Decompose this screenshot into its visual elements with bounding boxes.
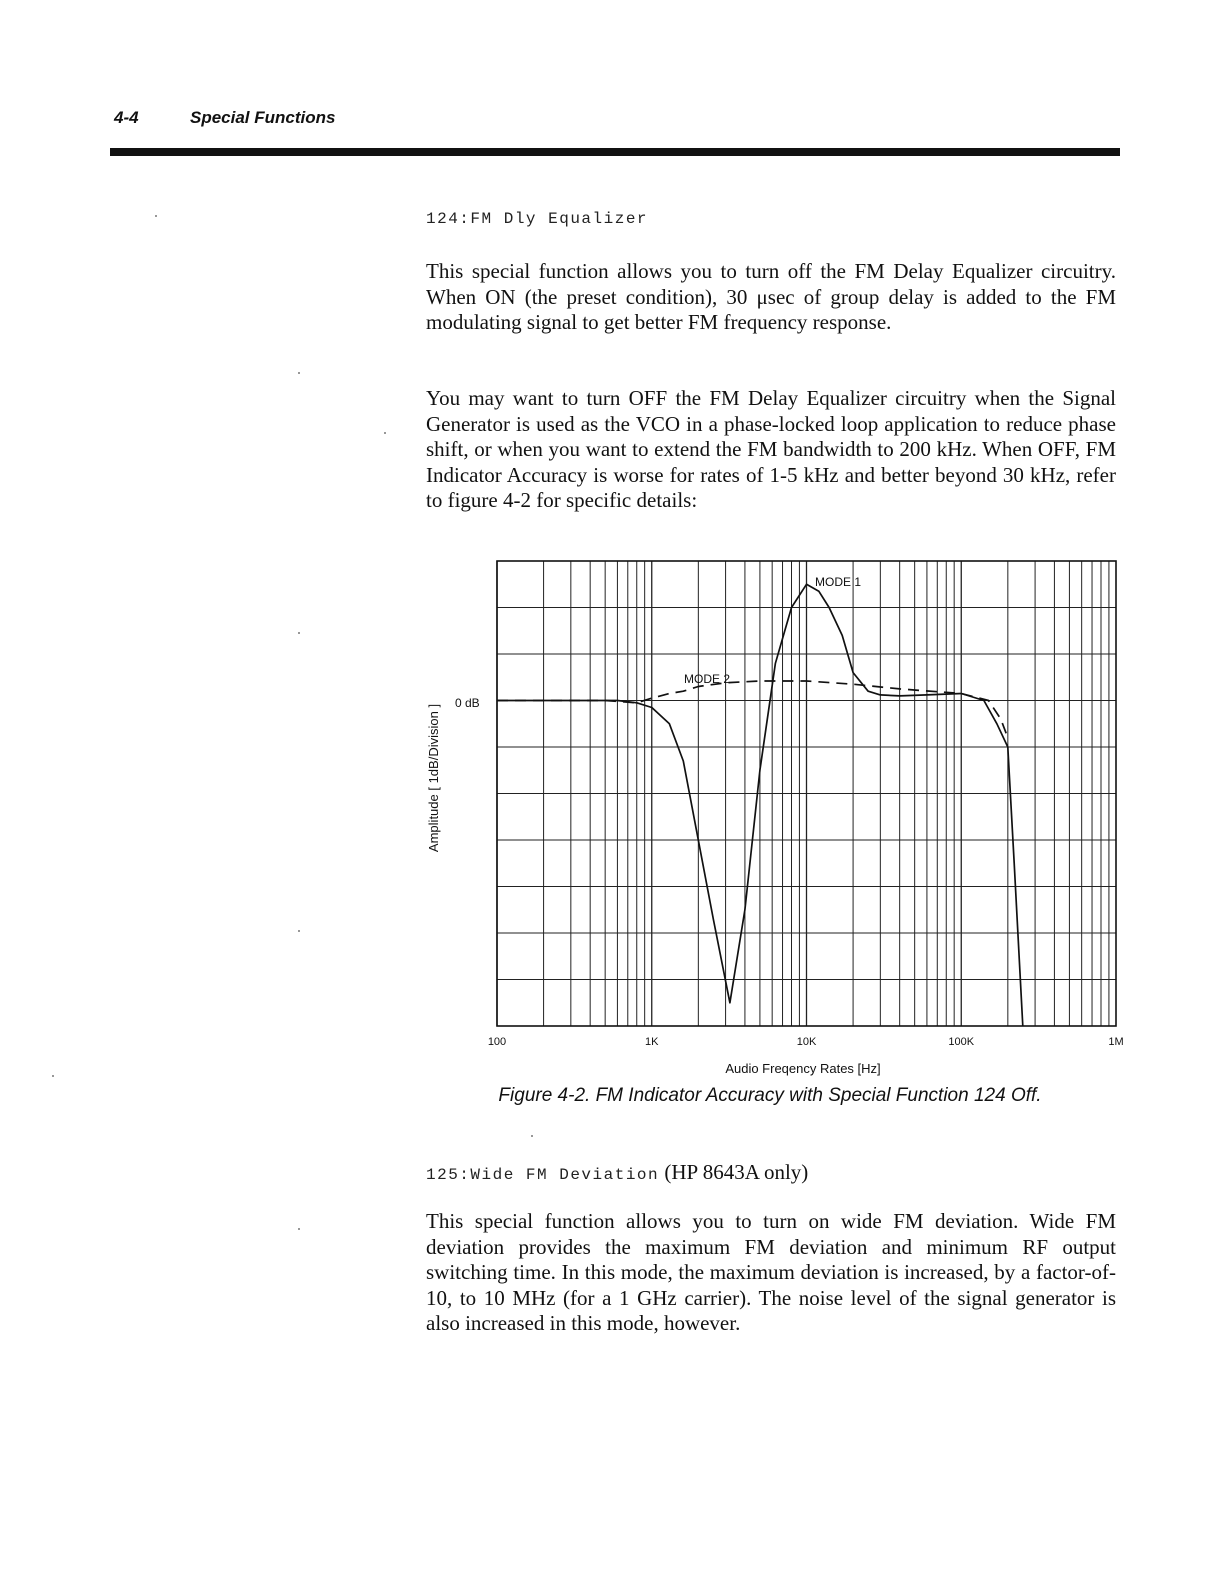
y-axis-label: Amplitude [ 1dB/Division ] [426, 703, 441, 853]
scan-speck [155, 215, 157, 217]
mode-1-label: MODE 1 [815, 575, 862, 589]
function-124-code: 124:FM Dly Equalizer [426, 210, 649, 228]
scan-speck [298, 632, 300, 634]
zero-db-label: 0 dB [455, 696, 480, 710]
function-124-paragraph-2: You may want to turn OFF the FM Delay Equalizer circuitry when the Signal Generator is used as the VCO in a phase-locked loop application to reduce phase shift, or when you want to extend the FM bandwidth to 200 kHz. When OFF, FM Indicator Accuracy is worse for rates of 1-5 kHz and better beyond 30 kHz, refer to figure 4-2 for specific details: [426, 386, 1116, 512]
mode-2-label: MODE 2 [684, 672, 731, 686]
function-125-code: 125:Wide FM Deviation [426, 1166, 660, 1184]
scan-speck [531, 1135, 533, 1137]
x-tick-label: 100 [487, 1036, 507, 1048]
x-tick-label: 10K [796, 1036, 817, 1048]
scan-speck [384, 432, 386, 434]
x-tick-label: 100K [948, 1036, 975, 1048]
figure-caption: Figure 4-2. FM Indicator Accuracy with Special Function 124 Off. [498, 1085, 1042, 1106]
scan-speck [298, 1228, 300, 1230]
x-axis-label: Audio Freqency Rates [Hz] [725, 1061, 881, 1076]
function-125-suffix: (HP 8643A only) [659, 1160, 809, 1184]
scan-speck [298, 372, 300, 374]
section-number: 4-4 [114, 108, 139, 127]
x-tick-label: 1K [645, 1036, 659, 1048]
section-title: Special Functions [190, 108, 336, 127]
x-tick-label: 1M [1108, 1036, 1124, 1048]
series-line-mode-2 [497, 681, 1008, 738]
function-125-paragraph-1: This special function allows you to turn on wide FM deviation. Wide FM deviation provides the maximum FM deviation and minimum RF output switching time. In this mode, the maximum deviation is increased, by a factor-of-10, to 10 MHz (for a 1 GHz carrier). The noise level of the signal generator is also increased in this mode, however. [426, 1209, 1116, 1335]
function-125-heading [426, 1160, 808, 1185]
scan-speck [298, 930, 300, 932]
chart-tick-labels [488, 1036, 1124, 1048]
function-124-paragraph-1: This special function allows you to turn off the FM Delay Equalizer circuitry. When ON (the preset condition), 30 μsec of group delay is added to the FM modulating signal to get better FM frequency response. [426, 259, 1116, 334]
chart-grid [497, 561, 1116, 1026]
scan-speck [52, 1075, 54, 1077]
